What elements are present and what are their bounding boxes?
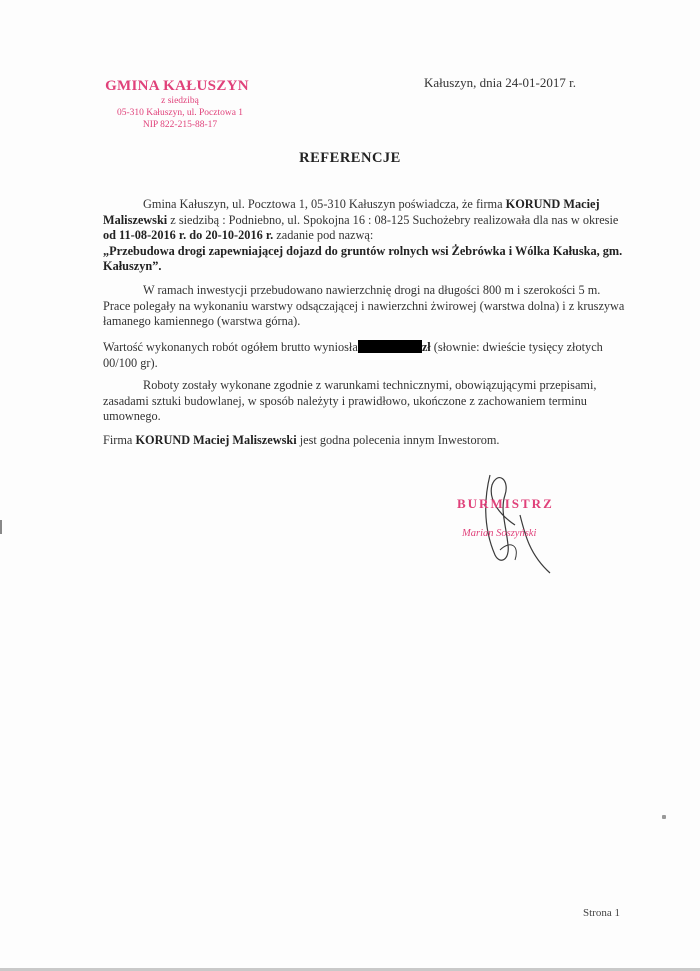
work-period: od 11-08-2016 r. do 20-10-2016 r. — [103, 228, 274, 242]
issuer-nip: NIP 822-215-88-17 — [142, 120, 218, 130]
value-text-2: (słownie: dwieście tysięcy złotych 00/100 gr). — [103, 340, 603, 370]
document-title: REFERENCJE — [299, 150, 401, 166]
issuer-seat-label: z siedzibą — [161, 96, 199, 106]
recommend-text-1: Firma — [103, 433, 136, 447]
value-text-1: Wartość wykonanych robót ogółem brutto wyniosła — [103, 340, 358, 354]
paragraph-quality — [103, 378, 625, 425]
signatory-title: BURMISTRZ — [457, 496, 554, 511]
paragraph-recommendation — [103, 433, 625, 449]
intro-text-1: Gmina Kałuszyn, ul. Pocztowa 1, 05-310 Kałuszyn poświadcza, że firma — [143, 197, 506, 211]
recommended-contractor: KORUND Maciej Maliszewski — [135, 433, 297, 447]
redacted-amount — [358, 340, 422, 353]
scan-edge-mark — [0, 520, 2, 534]
issuer-name: GMINA KAŁUSZYN — [105, 78, 249, 94]
page-number: Strona 1 — [583, 907, 620, 919]
document-date: Kałuszyn, dnia 24-01-2017 r. — [424, 75, 577, 90]
task-name: „Przebudowa drogi zapewniającej dojazd do gruntów rolnych wsi Żebrówka i Wólka Kałuska, gm. Kałuszyn”. — [103, 243, 623, 273]
scope-text: W ramach inwestycji przebudowano nawierzchnię drogi na długości 800 m i szerokości 5 m. Prace polegały na wykonaniu warstwy odsączającej i nawierzchni żwirowej (warstwa dolna) i z kruszywa łamanego kamiennego (warstwa górna). — [103, 283, 625, 328]
quality-text: Roboty zostały wykonane zgodnie z warunkami technicznymi, obowiązującymi przepisami, zasadami sztuki budowlanej, w sposób należyty i prawidłowo, ukończone z zachowaniem terminu umownego. — [103, 378, 597, 423]
paragraph-scope — [103, 283, 625, 330]
value-currency: zł — [421, 340, 431, 354]
signatory-name: Marian Soszyński — [462, 528, 537, 539]
issuer-stamp — [100, 78, 260, 131]
intro-text-2: z siedzibą : Podniebno, ul. Spokojna 16 : 08-125 Suchożebry realizowała dla nas w okresie — [167, 212, 619, 227]
handwritten-signature — [470, 455, 560, 575]
scan-speck — [662, 815, 666, 819]
paragraph-value — [103, 340, 625, 371]
issuer-address: 05-310 Kałuszyn, ul. Pocztowa 1 — [116, 108, 244, 118]
intro-text-3: zadanie pod nazwą: — [273, 228, 374, 242]
paragraph-intro — [103, 197, 625, 275]
contractor-name: KORUND Maciej Maliszewski — [103, 197, 600, 227]
recommend-text-2: jest godna polecenia innym Inwestorom. — [296, 433, 500, 447]
